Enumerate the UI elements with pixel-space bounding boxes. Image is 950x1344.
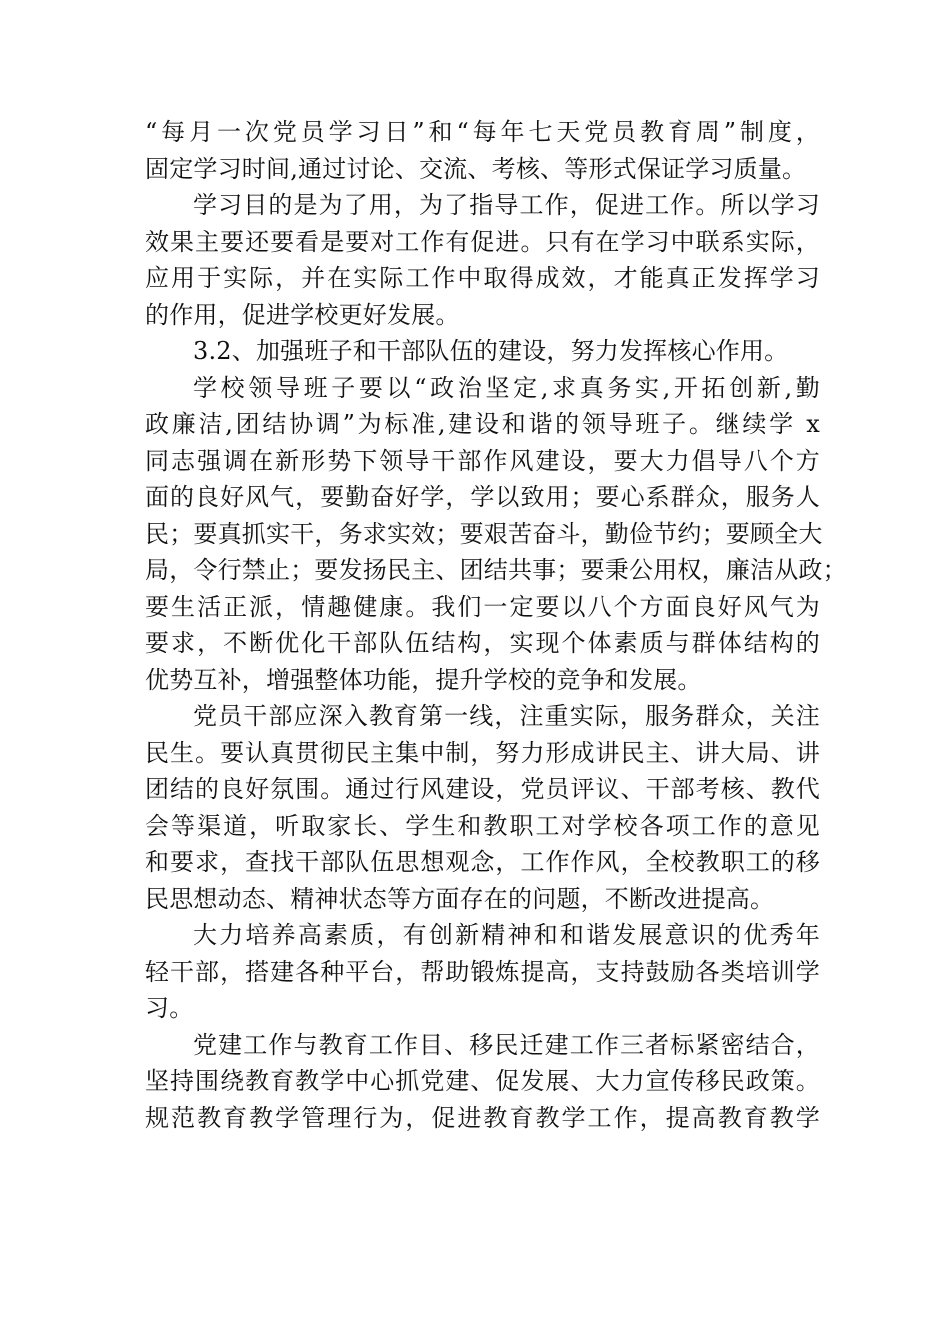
text-line: 轻干部，搭建各种平台，帮助锻炼提高，支持鼓励各类培训学 xyxy=(145,957,820,986)
text-line: 学习目的是为了用，为了指导工作，促进工作。所以学习 xyxy=(193,191,820,219)
text-line: 效果主要还要看是要对工作有促进。只有在学习中联系实际， xyxy=(145,227,820,256)
text-line: 优势互补，增强整体功能，提升学校的竞争和发展。 xyxy=(145,665,702,694)
text-line: 政廉洁,团结协调”为标准,建设和谐的领导班子。继续学 x xyxy=(145,410,820,438)
text-line: 大力培养高素质，有创新精神和和谐发展意识的优秀年 xyxy=(193,921,820,949)
text-line: 学校领导班子要以“政治坚定,求真务实,开拓创新,勤 xyxy=(193,373,820,402)
text-line: 同志强调在新形势下领导干部作风建设，要大力倡导八个方 xyxy=(145,446,820,475)
text-line: 党员干部应深入教育第一线，注重实际，服务群众，关注 xyxy=(193,702,820,730)
text-line: 面的良好风气，要勤奋好学，学以致用；要心系群众，服务人 xyxy=(145,483,820,511)
text-line: 固定学习时间,通过讨论、交流、考核、等形式保证学习质量。 xyxy=(145,154,807,183)
text-line: 和要求，查找干部队伍思想观念，工作作风，全校教职工的移 xyxy=(145,848,820,876)
text-line: 3.2、加强班子和干部队伍的建设，努力发挥核心作用。 xyxy=(193,337,789,365)
text-line: 的作用，促进学校更好发展。 xyxy=(145,300,460,329)
paragraph xyxy=(145,1027,820,1137)
text-line: 团结的良好氛围。通过行风建设，党员评议、干部考核、教代 xyxy=(145,775,820,803)
text-line: 民；要真抓实干，务求实效；要艰苦奋斗，勤俭节约；要顾全大 xyxy=(145,519,823,548)
text-line: 坚持围绕教育教学中心抓党建、促发展、大力宣传移民政策。 xyxy=(145,1067,820,1095)
section-heading xyxy=(145,333,820,370)
text-line: 要求，不断优化干部队伍结构，实现个体素质与群体结构的 xyxy=(145,629,820,657)
paragraph xyxy=(145,698,820,917)
text-line: 要生活正派，情趣健康。我们一定要以八个方面良好风气为 xyxy=(145,592,820,621)
text-line: 规范教育教学管理行为，促进教育教学工作，提高教育教学 xyxy=(145,1103,820,1132)
paragraph xyxy=(145,917,820,1027)
paragraph xyxy=(145,370,847,699)
text-line: 习。 xyxy=(145,994,194,1022)
document-body xyxy=(145,114,847,1136)
text-line: 党建工作与教育工作目、移民迁建工作三者标紧密结合， xyxy=(193,1030,820,1059)
text-line: 局，令行禁止；要发扬民主、团结共事；要秉公用权，廉洁从政； xyxy=(145,556,847,584)
text-line: 会等渠道，听取家长、学生和教职工对学校各项工作的意见 xyxy=(145,811,820,840)
text-line: “每月一次党员学习日”和“每年七天党员教育周”制度， xyxy=(145,118,820,146)
text-line: 应用于实际，并在实际工作中取得成效，才能真正发挥学习 xyxy=(145,264,820,292)
paragraph xyxy=(145,187,820,333)
paragraph xyxy=(145,114,820,187)
text-line: 民生。要认真贯彻民主集中制，努力形成讲民主、讲大局、讲 xyxy=(145,738,820,767)
text-line: 民思想动态、精神状态等方面存在的问题，不断改进提高。 xyxy=(145,884,775,913)
